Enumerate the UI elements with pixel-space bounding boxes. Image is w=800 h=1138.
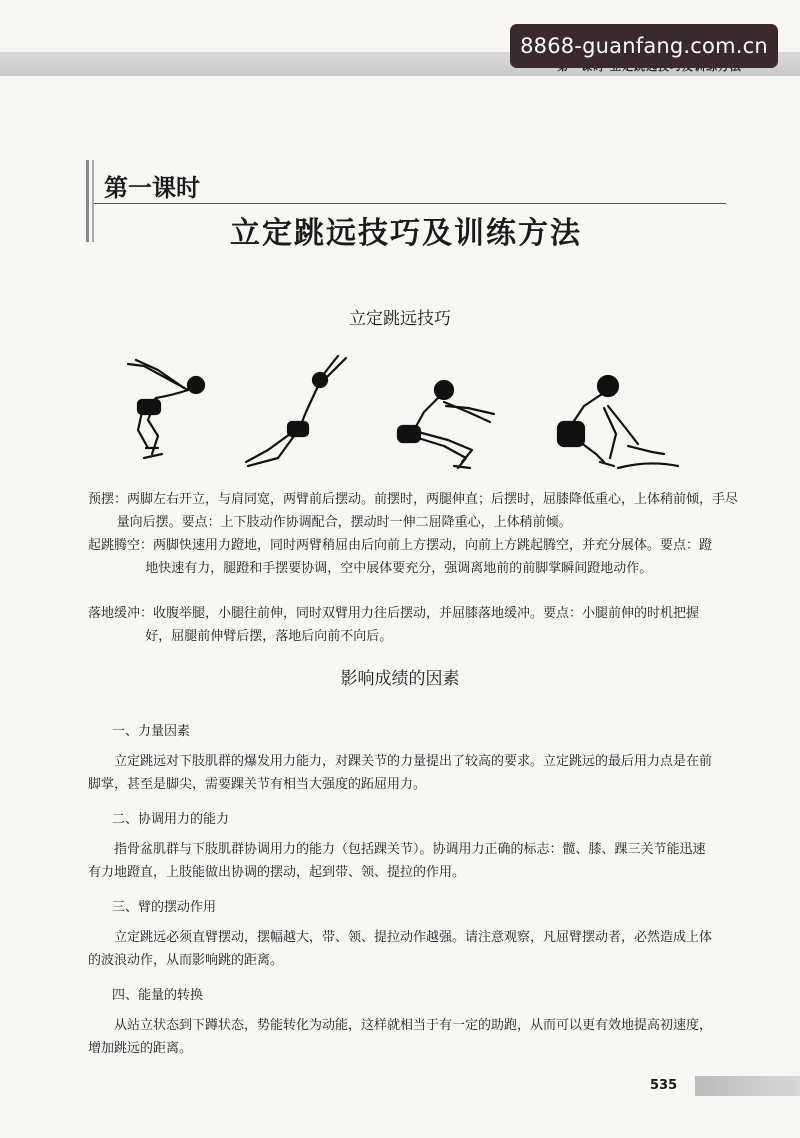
- lesson-title: 立定跳远技巧及训练方法: [230, 216, 582, 251]
- factor-paragraph: 从站立状态到下蹲状态，势能转化为动能，这样就相当于有一定的助跑，从而可以更有效地提高初速度，增加跳远的距离。: [88, 1018, 713, 1056]
- factor-heading: 三、臂的摆动作用: [112, 900, 217, 915]
- heading-rule-horizontal: [94, 203, 726, 204]
- factor-paragraph: 立定跳远必须直臂摆动，摆幅越大，带、领、提拉动作越强。请注意观察，凡屈臂摆动者，必然造成上体的波浪动作，从而影响跳的距离。: [88, 930, 713, 968]
- factor-paragraph: 立定跳远对下肢肌群的爆发用力能力，对踝关节的力量提出了较高的要求。立定跳远的最后用力点是在前脚掌，甚至是脚尖，需要踝关节有相当大强度的跖屈用力。: [88, 754, 713, 792]
- lesson-label: 第一课时: [104, 174, 200, 202]
- section-title-technique: 立定跳远技巧: [349, 309, 451, 329]
- watermark-badge: 8868-guanfang.com.cn: [510, 24, 778, 68]
- factor-paragraph: 指骨盆肌群与下肢肌群协调用力的能力（包括踝关节）。协调用力正确的标志：髋、膝、踝三关节能迅速有力地蹬直，上肢能做出协调的摆动，起到带、领、提拉的作用。: [88, 842, 706, 880]
- stage-paragraph-preswing: [88, 488, 745, 534]
- page-number: 535: [650, 1078, 678, 1093]
- factor-heading: 二、协调用力的能力: [112, 812, 230, 827]
- figure-flight: [398, 381, 494, 468]
- jump-illustration-svg: [118, 350, 698, 480]
- stage-label: 预摆：: [88, 492, 128, 507]
- factor-heading: 四、能量的转换: [112, 988, 204, 1003]
- stage-text: 收腹举腿，小腿往前伸，同时双臂用力往后摆动，并屈膝落地缓冲。要点：小腿前伸的时机把握好，屈腿前伸臂后摆，落地后向前不向后。: [145, 606, 700, 644]
- stage-paragraph-landing: [88, 602, 716, 648]
- figure-preswing: [128, 360, 204, 458]
- figure-takeoff: [246, 356, 346, 466]
- page-number-strip: [695, 1076, 800, 1096]
- lesson-heading-block: [86, 160, 726, 251]
- stage-label: 落地缓冲：: [88, 606, 154, 621]
- jump-stage-illustrations: [118, 350, 698, 480]
- stage-text: 两脚快速用力蹬地，同时两臂稍屈由后向前上方摆动，向前上方跳起腾空，并充分展体。要点：蹬地快速有力，腿蹬和手摆要协调，空中展体要充分，强调离地前的前脚掌瞬间蹬地动作。: [145, 538, 713, 576]
- stage-label: 起跳腾空：: [88, 538, 154, 553]
- stage-text: 两脚左右开立，与肩同宽，两臂前后摆动。前摆时，两腿伸直；后摆时，屈膝降低重心，上体稍前倾，手尽量向后摆。要点：上下肢动作协调配合，摆动时一伸二屈降重心，上体稍前倾。: [116, 492, 739, 530]
- section-title-factors: 影响成绩的因素: [340, 669, 460, 689]
- factor-heading: 一、力量因素: [112, 724, 191, 739]
- stage-paragraph-takeoff: [88, 534, 716, 580]
- figure-landing: [558, 376, 678, 468]
